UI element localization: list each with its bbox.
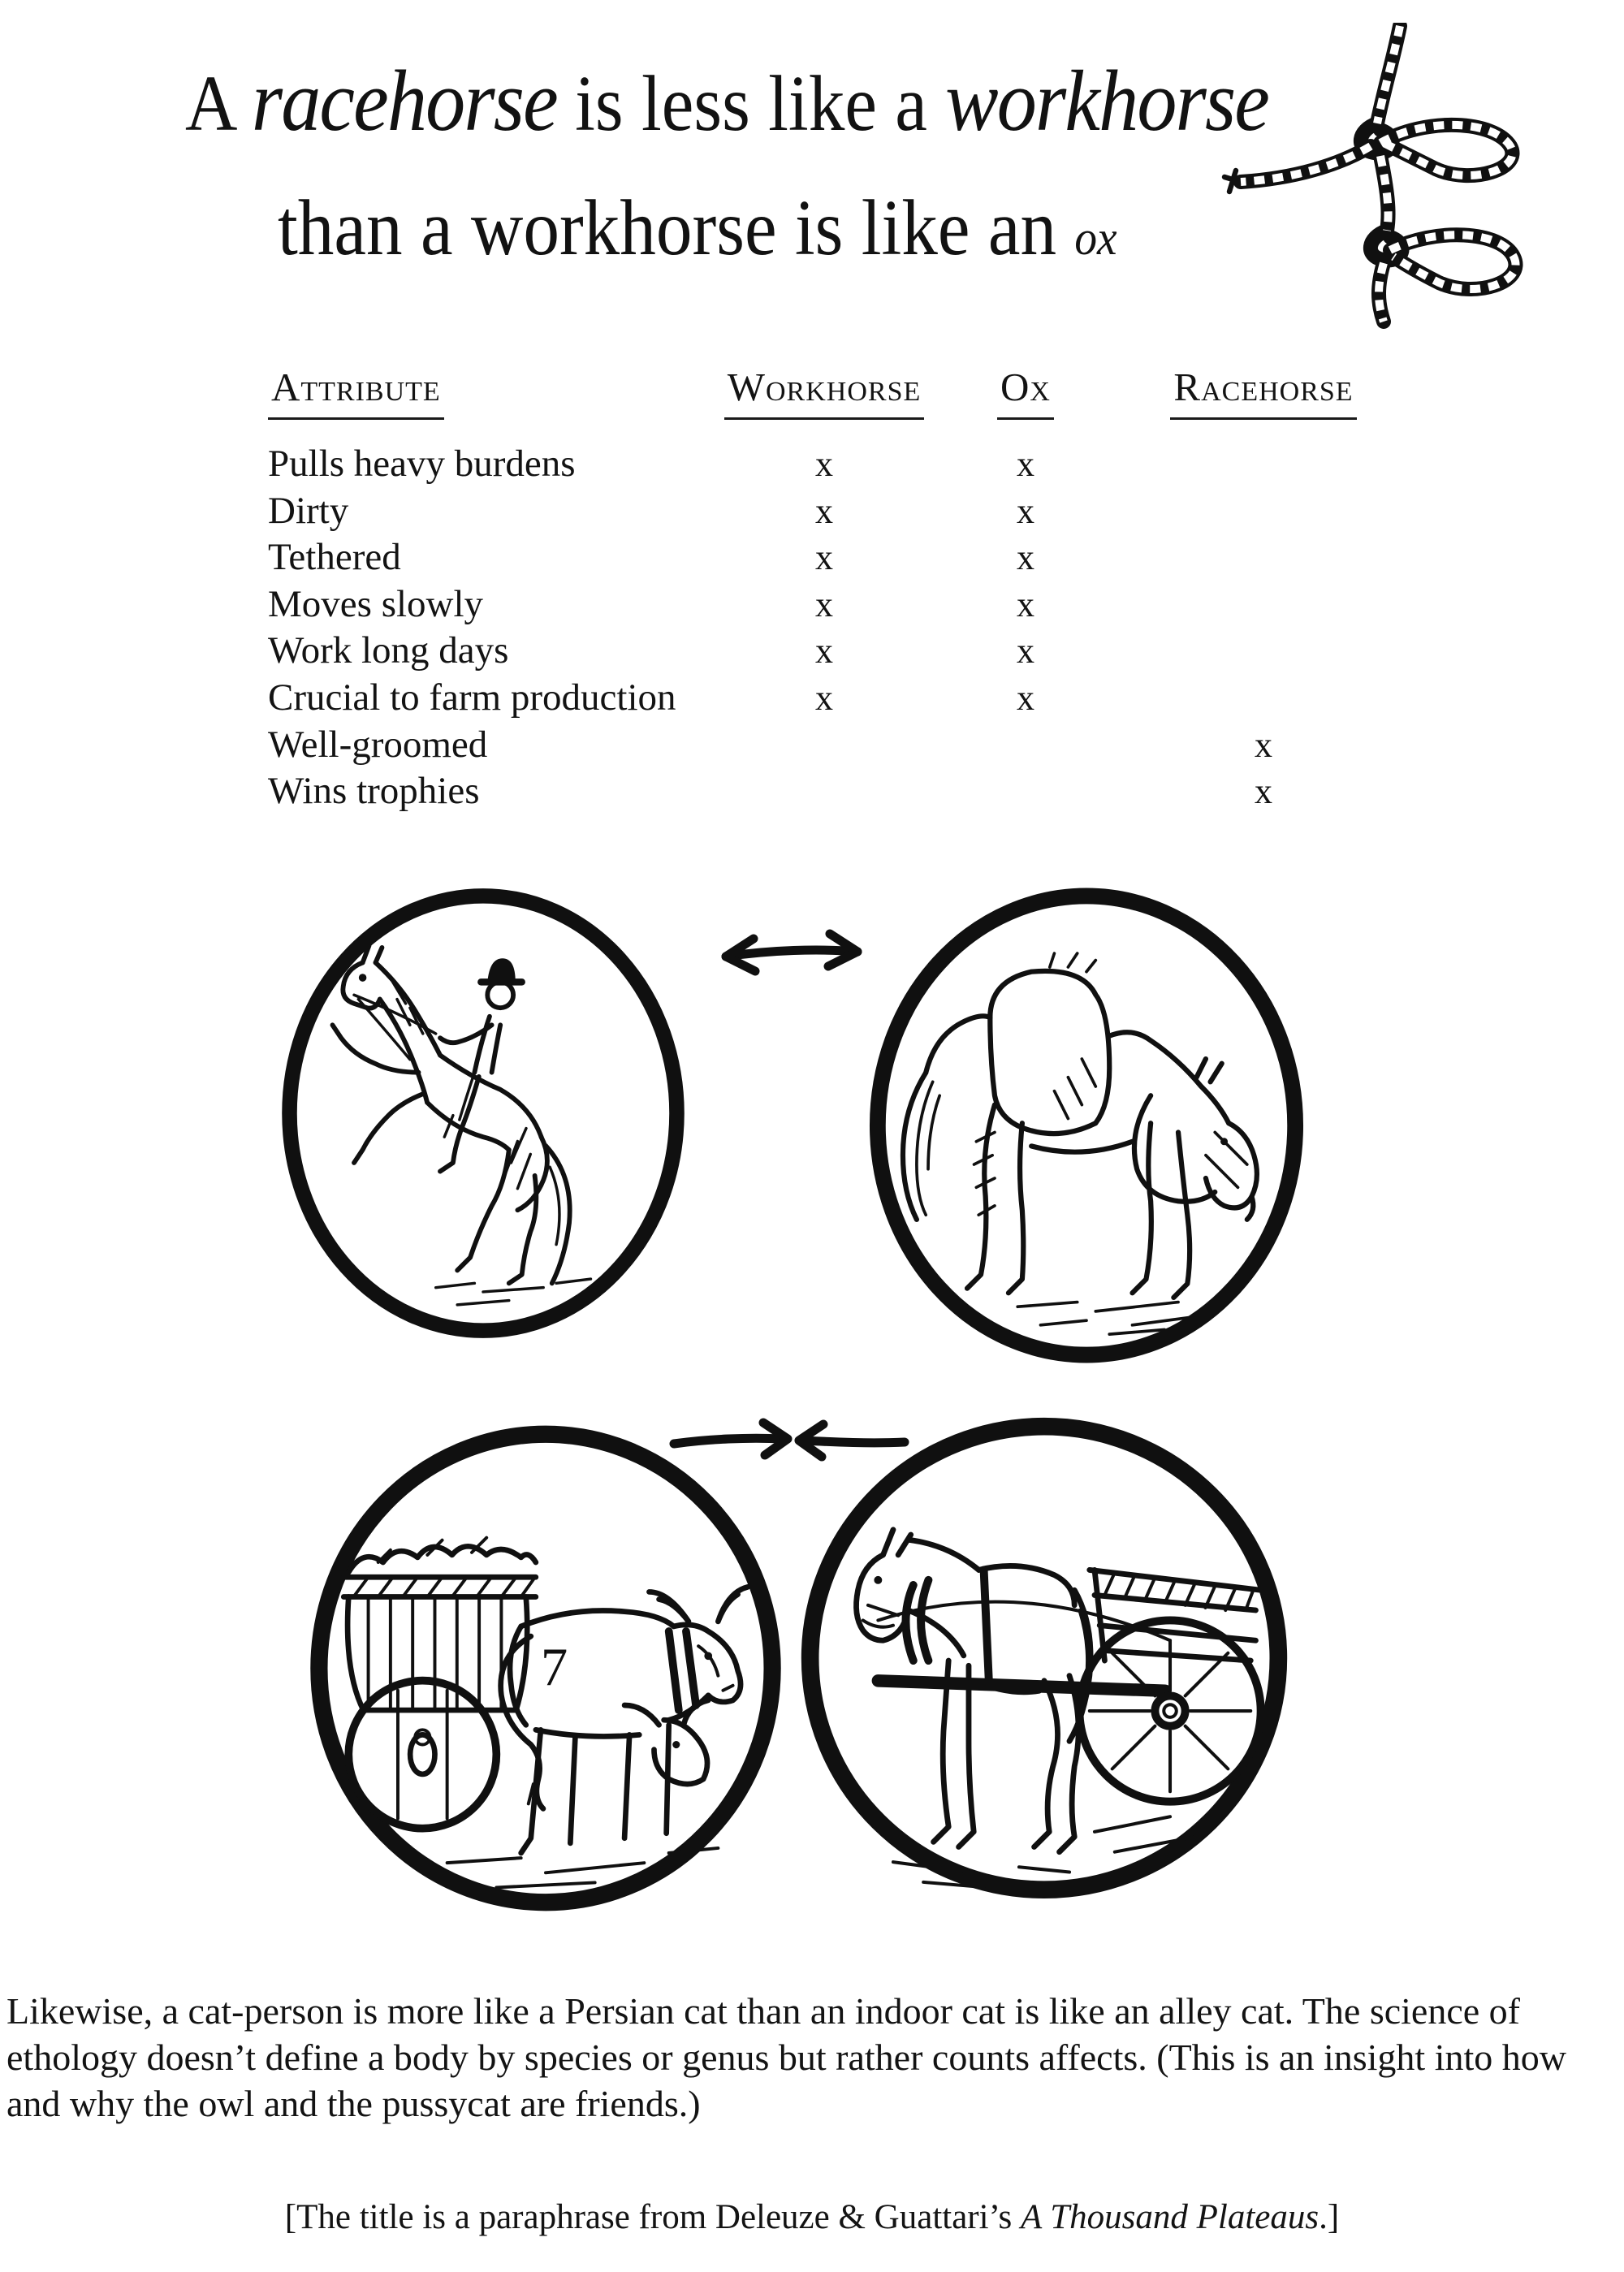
ox-mark: x [1017,444,1034,484]
workhorse-grazing-illustration [857,875,1316,1376]
attribute-label: Moves slowly [268,582,484,625]
footnote-text: .] [1319,2198,1340,2236]
ox-mark: x [1017,584,1034,624]
title-text: than a workhorse is like an [278,184,1075,271]
title-script-workhorse: workhorse [945,54,1269,149]
table-row [268,628,1453,676]
knotted-rope-icon [1208,23,1598,339]
racehorse-mark: x [1255,724,1272,765]
attribute-label: Dirty [268,489,349,532]
horse-drawn-cart-illustration [792,1409,1297,1910]
table-row [268,723,1453,770]
ox-mark: x [1017,677,1034,718]
table-row [268,489,1453,536]
attribute-label: Pulls heavy burdens [268,443,576,485]
table-row [268,769,1453,816]
workhorse-mark: x [815,444,833,484]
footnote-text: [The title is a paraphrase from Deleuze & Guattari’s [284,2198,1021,2236]
workhorse-mark: x [815,490,833,531]
footnote-work-title: A Thousand Plateaus [1021,2198,1320,2236]
table-header-row [268,364,1453,420]
attribute-label: Crucial to farm production [268,676,676,719]
column-header-ox: Ox [942,364,1109,420]
racehorse-mark: x [1255,771,1272,812]
table-body [268,442,1453,816]
ox-brand-number: 7 [540,1638,568,1698]
attribute-label: Well-groomed [268,723,488,766]
comparison-table [268,364,1453,813]
table-row [268,535,1453,582]
column-header-workhorse: Workhorse [706,364,942,420]
workhorse-mark: x [815,538,833,578]
column-header-attribute: Attribute [268,364,706,420]
title-text: A [185,60,252,147]
workhorse-mark: x [815,677,833,718]
footnote [0,2197,1624,2237]
workhorse-mark: x [815,631,833,672]
attribute-label: Tethered [268,536,401,579]
title-text: is less like a [556,60,946,147]
ox-mark: x [1017,538,1034,578]
body-paragraph: Likewise, a cat-person is more like a Persian cat than an indoor cat is like an alley cat. The science of ethology doesn’t define a body by species or genus but rather counts affects. (This is an insight into how and why the owl and the pussycat are friends.) [6,1990,1566,2124]
ox-team-hay-cart-illustration [299,1415,793,1924]
workhorse-mark: x [815,584,833,624]
column-header-racehorse: Racehorse [1109,364,1418,420]
page-title-line-2 [278,184,1117,271]
racehorse-with-rider-illustration [268,873,698,1354]
table-row [268,582,1453,629]
table-row [268,676,1453,723]
title-script-racehorse: racehorse [251,54,557,149]
table-row [268,442,1453,489]
ox-mark: x [1017,490,1034,531]
ox-mark: x [1017,631,1034,672]
attribute-label: Wins trophies [268,770,480,813]
page-title-line-1 [185,54,1269,149]
attribute-label: Work long days [268,629,509,672]
title-script-ox: ox [1074,211,1117,266]
